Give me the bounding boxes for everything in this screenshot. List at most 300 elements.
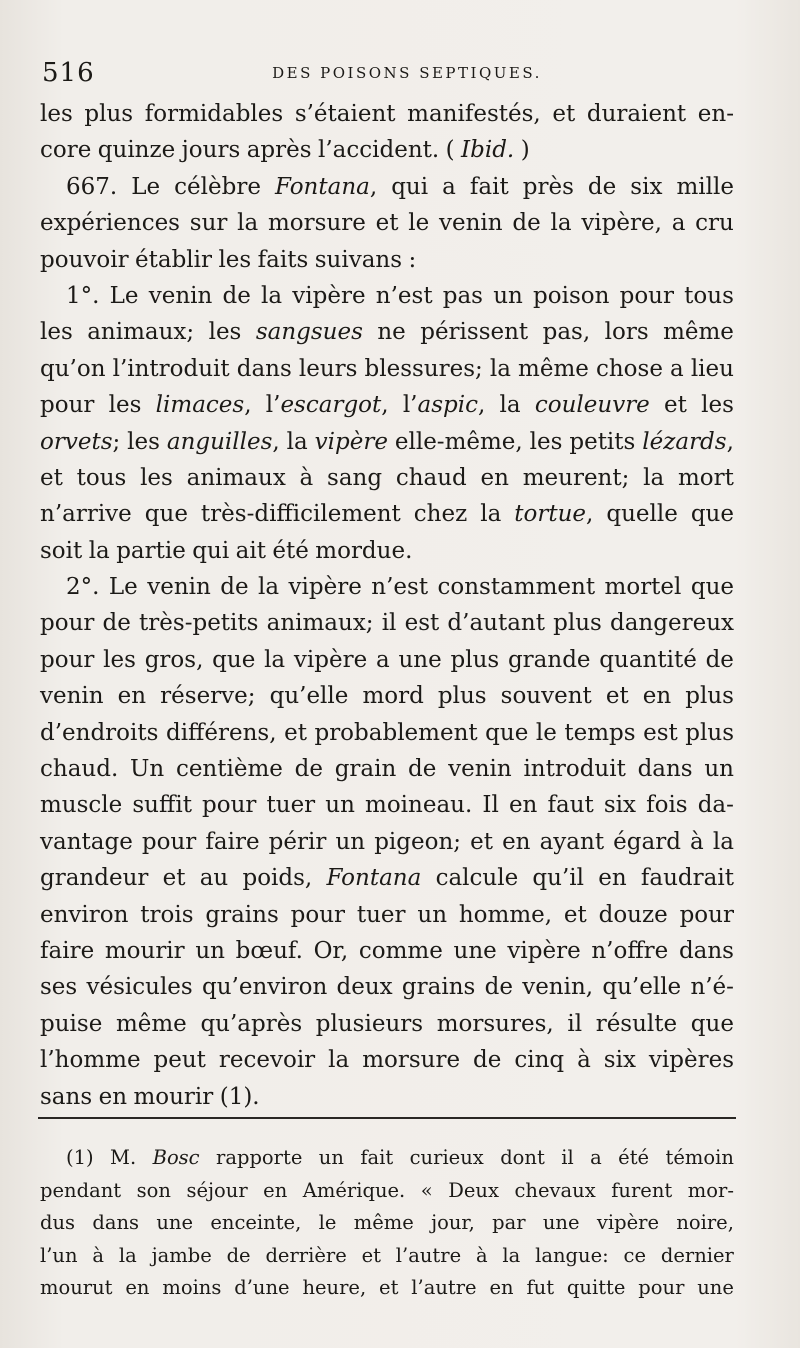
word: les bbox=[529, 428, 563, 455]
word: qu’il bbox=[532, 865, 584, 892]
word: rapporte bbox=[216, 1146, 303, 1169]
word: a bbox=[670, 355, 684, 382]
word: , bbox=[477, 392, 486, 419]
word: dangereux bbox=[610, 610, 734, 637]
word: pas, bbox=[542, 319, 591, 346]
word: les bbox=[208, 319, 242, 346]
word: moineau. bbox=[365, 792, 473, 819]
word: à bbox=[690, 828, 704, 855]
word: douze bbox=[598, 901, 668, 928]
word: mourir bbox=[104, 937, 185, 964]
text-line bbox=[40, 1042, 734, 1078]
word: à bbox=[299, 464, 314, 491]
word: constamment bbox=[437, 574, 596, 601]
word: pendant bbox=[40, 1178, 122, 1202]
text-line bbox=[40, 969, 734, 1005]
word: plus bbox=[685, 719, 734, 746]
word: vipère bbox=[292, 282, 366, 309]
word: par bbox=[492, 1211, 526, 1235]
word: dont bbox=[500, 1146, 545, 1169]
word: chevaux bbox=[514, 1178, 596, 1202]
word: suffit bbox=[132, 792, 192, 819]
word: gros, bbox=[144, 646, 204, 673]
word: qu’on bbox=[40, 355, 106, 382]
text-line bbox=[40, 1006, 734, 1042]
word: il bbox=[561, 1146, 574, 1169]
word bbox=[642, 424, 734, 460]
word: formidables bbox=[144, 101, 284, 127]
word: et bbox=[664, 392, 687, 419]
word: vésicules bbox=[86, 974, 193, 1001]
word: la bbox=[264, 646, 286, 673]
word: séjour bbox=[186, 1178, 248, 1202]
word: grande bbox=[507, 646, 591, 673]
word: deux bbox=[336, 974, 393, 1001]
word: n’est bbox=[371, 574, 429, 601]
word: lors bbox=[604, 319, 649, 346]
word: un bbox=[318, 1146, 344, 1169]
word: homme, bbox=[458, 901, 553, 928]
word: mortel bbox=[604, 574, 682, 601]
word: bœuf. bbox=[235, 937, 303, 964]
word: est bbox=[643, 719, 678, 746]
text-line bbox=[40, 1079, 734, 1115]
word: en bbox=[489, 1276, 514, 1300]
word: manifestés, bbox=[407, 101, 541, 127]
word: venin, bbox=[522, 974, 594, 1001]
word: et bbox=[605, 683, 629, 710]
word: dus bbox=[40, 1211, 76, 1235]
word: trois bbox=[140, 901, 194, 928]
italic-word: limaces bbox=[155, 392, 245, 419]
word: venin bbox=[148, 282, 213, 309]
word: une bbox=[398, 646, 442, 673]
word: moins bbox=[162, 1276, 222, 1300]
word: quelle bbox=[606, 501, 678, 528]
word: le bbox=[408, 210, 430, 237]
word: dans bbox=[92, 1211, 140, 1235]
text-line bbox=[40, 751, 734, 787]
text-line bbox=[40, 460, 734, 496]
word: a bbox=[375, 646, 390, 673]
word: vipère bbox=[293, 646, 368, 673]
word: les bbox=[40, 319, 73, 346]
word: faire bbox=[40, 937, 95, 964]
word: blessures; bbox=[364, 355, 483, 382]
word: la bbox=[88, 537, 110, 564]
word: en bbox=[263, 1178, 288, 1202]
word: grandeur bbox=[40, 865, 149, 892]
word: animaux; bbox=[266, 610, 374, 637]
text-line bbox=[40, 314, 734, 350]
word: témoin bbox=[665, 1146, 734, 1169]
word: et bbox=[563, 901, 587, 928]
word: grain bbox=[334, 756, 397, 783]
word: pour bbox=[40, 646, 95, 673]
italic-word: escargot bbox=[280, 392, 382, 419]
word: da- bbox=[697, 792, 734, 819]
word: fait bbox=[360, 1146, 394, 1169]
word: venin bbox=[147, 574, 211, 601]
word: l’autre bbox=[395, 1243, 462, 1267]
word: la bbox=[712, 828, 734, 855]
word: de bbox=[408, 756, 437, 783]
word: mort bbox=[677, 464, 734, 491]
word: ses bbox=[40, 974, 78, 1001]
word: est bbox=[404, 610, 440, 637]
word: comme bbox=[358, 937, 443, 964]
italic-word: lézards bbox=[642, 428, 727, 455]
word: plus bbox=[553, 610, 602, 637]
word: en bbox=[98, 1083, 128, 1110]
word: qui bbox=[391, 173, 429, 200]
word: à bbox=[475, 1243, 488, 1267]
word: probablement bbox=[314, 719, 478, 746]
word: six bbox=[630, 173, 663, 200]
word: ne bbox=[377, 319, 406, 346]
word: n’est bbox=[375, 282, 433, 309]
word: pour bbox=[619, 282, 674, 309]
word: et bbox=[379, 1276, 399, 1300]
word: mordue. bbox=[315, 537, 413, 564]
text-line bbox=[40, 205, 734, 241]
word: une bbox=[453, 937, 497, 964]
word: la bbox=[550, 210, 572, 237]
italic-word: Fontana bbox=[326, 865, 422, 892]
word bbox=[403, 387, 485, 423]
word: d’une bbox=[234, 1276, 290, 1300]
word: en bbox=[125, 1276, 150, 1300]
word: été bbox=[272, 537, 309, 564]
word: fois bbox=[646, 792, 688, 819]
word: sans bbox=[40, 1083, 93, 1110]
text-line bbox=[40, 933, 734, 969]
footnote bbox=[40, 1142, 734, 1305]
word: dans bbox=[236, 355, 292, 382]
italic-word: aspic bbox=[417, 392, 478, 419]
italic-word: anguilles bbox=[166, 428, 273, 455]
word: célèbre bbox=[174, 173, 261, 200]
word: de bbox=[587, 173, 617, 200]
word: vipères bbox=[648, 1047, 734, 1074]
word: que bbox=[144, 501, 188, 528]
footnote-line bbox=[40, 1175, 734, 1208]
text-line bbox=[40, 496, 734, 532]
footnote-line bbox=[40, 1272, 734, 1305]
word: l’autre bbox=[411, 1276, 477, 1300]
word: muscle bbox=[40, 792, 123, 819]
word: après bbox=[246, 137, 312, 164]
word: périr bbox=[268, 828, 327, 855]
word: soit bbox=[40, 537, 83, 564]
word: quinze bbox=[97, 137, 176, 164]
word: , bbox=[244, 392, 252, 419]
footnote-line bbox=[40, 1142, 734, 1175]
italic-word: couleuvre bbox=[534, 392, 650, 419]
word: un bbox=[417, 901, 448, 928]
word: et bbox=[552, 101, 576, 127]
word: tuer bbox=[266, 792, 316, 819]
text-line bbox=[40, 787, 734, 823]
word: mourir bbox=[133, 1083, 214, 1110]
word: les bbox=[701, 392, 734, 419]
word: qu’après bbox=[200, 1010, 303, 1037]
word bbox=[280, 392, 388, 418]
word: l’un bbox=[40, 1243, 78, 1267]
word: un bbox=[325, 792, 355, 819]
word: et bbox=[40, 464, 63, 491]
italic-word: vipère bbox=[314, 428, 388, 455]
word: les bbox=[140, 464, 173, 491]
word: à bbox=[92, 1243, 105, 1267]
word: jambe bbox=[151, 1243, 212, 1267]
italic-word: sangsues bbox=[255, 319, 363, 346]
word: même bbox=[518, 355, 589, 382]
word: ) bbox=[520, 137, 530, 164]
word: cinq bbox=[514, 1047, 565, 1074]
word: environ bbox=[40, 901, 129, 928]
word: ait bbox=[235, 537, 266, 564]
word: la bbox=[286, 428, 308, 455]
word: de bbox=[102, 610, 131, 637]
word: pigeon; bbox=[374, 828, 462, 855]
word bbox=[275, 169, 377, 205]
text-line bbox=[40, 387, 734, 423]
text-line bbox=[40, 351, 734, 387]
word: chaud bbox=[395, 464, 467, 491]
word: le bbox=[318, 1211, 337, 1235]
word: que bbox=[690, 501, 734, 528]
word: n’arrive bbox=[40, 501, 132, 528]
text-line bbox=[40, 569, 734, 605]
word: résulte bbox=[595, 1010, 678, 1037]
word: sur bbox=[189, 210, 228, 237]
word: en bbox=[642, 683, 672, 710]
word: l’ bbox=[402, 392, 418, 419]
italic-word: tortue bbox=[514, 501, 587, 528]
word: (1) bbox=[66, 1146, 94, 1169]
word: de bbox=[226, 1243, 251, 1267]
word: la bbox=[328, 1047, 350, 1074]
word: une bbox=[542, 1211, 580, 1235]
word: d’endroits bbox=[40, 719, 159, 746]
word: a bbox=[442, 173, 456, 200]
word: tuer bbox=[356, 901, 406, 928]
word: quitte bbox=[566, 1276, 626, 1300]
word: petits bbox=[569, 428, 636, 455]
word: la bbox=[499, 392, 521, 419]
text-line bbox=[40, 860, 734, 896]
word: ; bbox=[112, 428, 121, 455]
italic-word: Fontana bbox=[275, 173, 370, 200]
word: poison bbox=[533, 282, 610, 309]
word: la bbox=[489, 355, 511, 382]
word: sang bbox=[327, 464, 383, 491]
word: en bbox=[117, 683, 147, 710]
word: expériences bbox=[40, 210, 180, 237]
text-line bbox=[40, 897, 734, 933]
word: l’accident. bbox=[317, 137, 440, 164]
word: dernier bbox=[660, 1243, 734, 1267]
word: en bbox=[480, 464, 509, 491]
word: et bbox=[470, 828, 493, 855]
word: et bbox=[162, 865, 186, 892]
word: vantage bbox=[40, 828, 133, 855]
word: tous bbox=[76, 464, 127, 491]
word: été bbox=[618, 1146, 650, 1169]
word: de bbox=[222, 282, 251, 309]
word bbox=[40, 424, 120, 460]
word: Deux bbox=[448, 1178, 499, 1202]
word: il bbox=[381, 610, 397, 637]
word: la bbox=[643, 464, 665, 491]
word: noire, bbox=[676, 1211, 734, 1235]
word: « bbox=[420, 1178, 433, 1202]
word: peut bbox=[153, 1047, 206, 1074]
word: les bbox=[103, 646, 136, 673]
word: pour bbox=[40, 610, 95, 637]
word: que bbox=[690, 1010, 734, 1037]
word: mourut bbox=[40, 1276, 113, 1300]
footnote-rule bbox=[38, 1117, 736, 1119]
word: Le bbox=[131, 173, 161, 200]
word: un bbox=[335, 828, 366, 855]
word: de bbox=[473, 1047, 502, 1074]
text-line bbox=[40, 642, 734, 678]
word: chaud. bbox=[40, 756, 119, 783]
text-line bbox=[40, 96, 734, 132]
word: d’autant bbox=[447, 610, 545, 637]
word: introduit bbox=[523, 756, 626, 783]
word: périssent bbox=[420, 319, 529, 346]
word: même bbox=[353, 1211, 414, 1235]
word: 667. bbox=[66, 173, 118, 200]
word: vipère, bbox=[581, 210, 662, 237]
word: six bbox=[603, 792, 636, 819]
word: la bbox=[261, 282, 283, 309]
page-number: 516 bbox=[42, 58, 95, 88]
word: un bbox=[493, 282, 523, 309]
word: n’offre bbox=[591, 937, 669, 964]
word: mille bbox=[676, 173, 734, 200]
word: grains bbox=[401, 974, 476, 1001]
word: de bbox=[220, 574, 249, 601]
word: établir bbox=[135, 246, 213, 273]
word: pour bbox=[638, 1276, 685, 1300]
word: son bbox=[136, 1178, 171, 1202]
word: les bbox=[108, 392, 142, 419]
word: que bbox=[212, 646, 256, 673]
word: venin bbox=[439, 210, 503, 237]
word bbox=[535, 1240, 609, 1273]
word: souvent bbox=[500, 683, 592, 710]
word: , bbox=[726, 428, 734, 455]
word: un bbox=[704, 756, 734, 783]
word: suivans bbox=[314, 246, 403, 273]
italic-word: Ibid. bbox=[461, 137, 515, 164]
word: en bbox=[508, 792, 538, 819]
word: qu’elle bbox=[602, 974, 682, 1001]
word: que bbox=[485, 719, 529, 746]
word: différens, bbox=[165, 719, 277, 746]
word: mord bbox=[362, 683, 424, 710]
word: enceinte, bbox=[210, 1211, 302, 1235]
word: réserve; bbox=[160, 683, 256, 710]
word: morsure bbox=[268, 210, 366, 237]
word: plus bbox=[437, 683, 487, 710]
word: core bbox=[40, 137, 92, 164]
word: poids, bbox=[242, 865, 313, 892]
word: chez bbox=[413, 501, 468, 528]
word bbox=[315, 242, 423, 278]
word: pas bbox=[442, 282, 483, 309]
footnote-line bbox=[40, 1207, 734, 1240]
text-line bbox=[40, 533, 734, 569]
word: morsure bbox=[362, 1047, 461, 1074]
word: faudrait bbox=[640, 865, 734, 892]
word: plus bbox=[450, 646, 500, 673]
text-line bbox=[40, 715, 734, 751]
word: 2°. bbox=[66, 574, 100, 601]
word: langue bbox=[535, 1243, 603, 1267]
italic-word: orvets bbox=[40, 428, 113, 455]
word: un bbox=[195, 937, 225, 964]
word: la bbox=[258, 574, 280, 601]
text-line bbox=[40, 242, 734, 278]
footnote-line bbox=[40, 1240, 734, 1273]
text-line bbox=[40, 278, 734, 314]
text-line bbox=[40, 169, 734, 205]
word: Un bbox=[130, 756, 165, 783]
word: duraient bbox=[586, 101, 687, 127]
text-line bbox=[40, 132, 734, 168]
word: venin bbox=[448, 756, 512, 783]
word: qu’elle bbox=[269, 683, 349, 710]
word: près bbox=[522, 173, 574, 200]
main-text bbox=[40, 96, 734, 1115]
word: grains bbox=[205, 901, 279, 928]
word: curieux bbox=[409, 1146, 484, 1169]
word bbox=[514, 496, 593, 532]
word: fait bbox=[469, 173, 509, 200]
word: centième bbox=[175, 756, 283, 783]
word: animaux bbox=[186, 464, 286, 491]
word: vipère bbox=[507, 937, 581, 964]
italic-word: Bosc bbox=[152, 1146, 200, 1169]
word: vipère bbox=[288, 574, 362, 601]
word: la bbox=[118, 1243, 137, 1267]
word: M. bbox=[110, 1146, 137, 1169]
word: ( bbox=[445, 137, 455, 164]
word: ayant bbox=[539, 828, 605, 855]
word: Le bbox=[108, 574, 138, 601]
text-line bbox=[40, 824, 734, 860]
word: cru bbox=[695, 210, 734, 237]
word: , bbox=[381, 392, 389, 419]
word: pouvoir bbox=[40, 246, 129, 273]
word: s’étaient bbox=[294, 101, 396, 127]
word: Or, bbox=[313, 937, 349, 964]
word: mor- bbox=[687, 1178, 734, 1202]
word: de bbox=[705, 646, 734, 673]
word: plusieurs bbox=[315, 1010, 424, 1037]
word: venin bbox=[40, 683, 104, 710]
word: jour, bbox=[431, 1211, 475, 1235]
word: faits bbox=[257, 246, 309, 273]
word: elle-même, bbox=[394, 428, 523, 455]
word: la bbox=[480, 501, 502, 528]
word: une bbox=[156, 1211, 194, 1235]
